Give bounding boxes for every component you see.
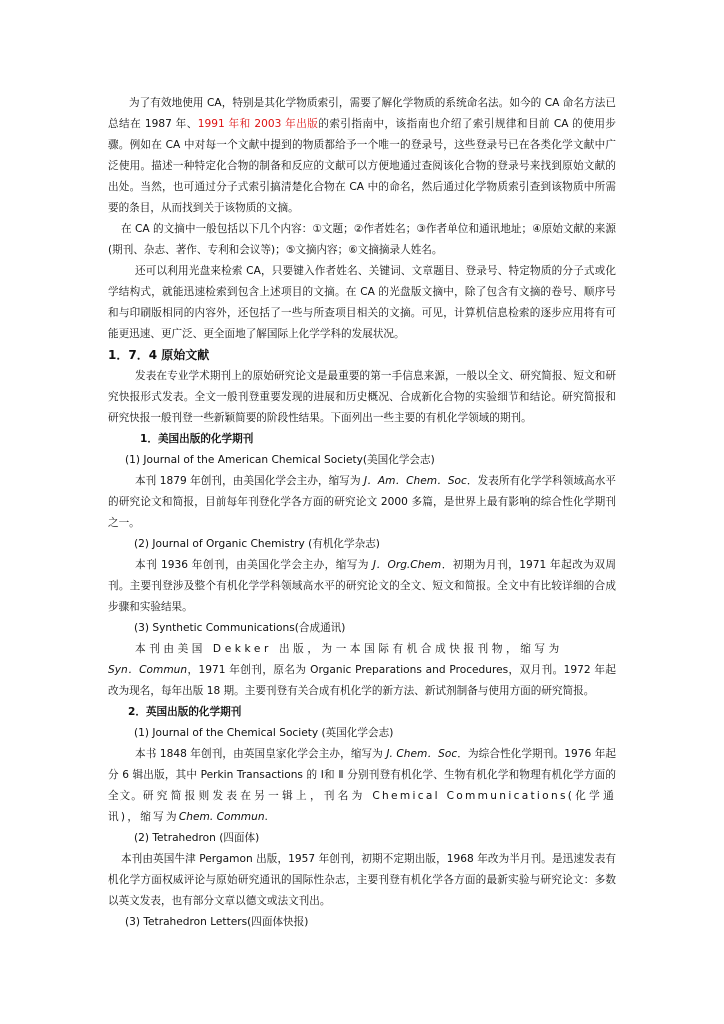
journal-desc-jacs [108,471,616,534]
paragraph-ca-cdrom: 还可以利用光盘来检索 CA，只要键入作者姓名、关键词、文章题目、登录号、特定物质的分子式或化学结构式，就能迅速检索到包含上述项目的文摘。在 CA 的光盘版文摘中，除了包含有文摘的卷号、顺序号和与印刷版相同的内容外，还包括了一些与所查项目相关的文摘。可见，计算机信息检索的逐步应用将有可能更迅速、更广泛、更全面地了解国际上化学学科的发展状况。 [108,265,616,340]
text-span: 本刊 1936 年创刊，由美国化学会主办，缩写为 [135,559,373,571]
document-page [108,93,616,933]
text-span: . [264,811,268,823]
section-title: 1．7．4 原始文献 [108,348,210,362]
text-span: 本书 1848 年创刊，由英国皇家化学会主办，缩写为 [135,748,387,760]
heading-uk-journals: 2．英国出版的化学期刊 [128,706,242,718]
journal-desc-syncommun [108,660,616,702]
heading-us-journals: 1．美国出版的化学期刊 [140,433,254,445]
paragraph-original-literature: 发表在专业学术期刊上的原始研究论文是最重要的第一手信息来源，一般以全文、研究简报、短文和研究快报形式发表。全文一般刊登重要发现的进展和历史概况、合成新化合物的实验细节和结论。研究简报和研究快报一般刊登一些新颖简要的阶段性结果。下面列出一些主要的有机化学领域的期刊。 [108,370,616,424]
text-span: 的索引指南中，该指南也介绍了索引规律和目前 CA 的使用步骤。例如在 CA 中对每一个文献中提到的物质都给予一个唯一的登录号，这些登录号已在各类化学文献中广泛使用。描述一种特定化合物的制备和反应的文献可以方便地通过查阅该化合物的登录号来找到原始文献的出处。当然，也可通过分子式索引搞清楚化合物在 CA 中的命名，然后通过化学物质索引查到该物质中所需要的条目，从而找到关于该物质的文摘。 [108,118,616,214]
journal-desc-syncommun-line1: 本刊由美国 Dekker 出版，为一本国际有机合成快报刊物，缩写为 [135,643,563,655]
journal-title-tetrahedron-letters: (3) Tetrahedron Letters(四面体快报) [125,916,309,928]
journal-title-tetrahedron: (2) Tetrahedron (四面体) [134,832,260,844]
text-span: 为了有效地使用 CA，特别是其化学物质索引，需要了解化学物质的系统命名法。如今的 CA 命名方法已总结在 1987 年、 [108,97,616,130]
journal-title-jacs: (1) Journal of the American Chemical Society(美国化学会志) [125,454,435,466]
paragraph-ca-abstract-contents: 在 CA 的文摘中一般包括以下几个内容：①文题；②作者姓名；③作者单位和通讯地址；④原始文献的来源(期刊、杂志、著作、专利和会议等)；⑤文摘内容；⑥文摘摘录人姓名。 [108,223,616,256]
journal-abbreviation: J．Org.Chem [372,559,442,571]
journal-desc-tetrahedron: 本刊由英国牛津 Pergamon 出版，1957 年创刊，初期不定期出版，1968 年改为半月刊。是迅速发表有机化学方面权威评论与原始研究通讯的国际性杂志，主要刊登有机化学各方面的最新实验与研究论文：多数以英文发表，也有部分文章以德文或法文刊出。 [108,853,616,907]
journal-title-jcs: (1) Journal of the Chemical Society (英国化学会志) [134,727,394,739]
text-span: ，1971 年创刊，原名为 Organic Preparations and Procedures，双月刊。1972 年起改为现名，每年出版 18 期。主要刊登有关合成有机化学的新方法、新试剂制备与使用方面的研究简报。 [108,664,616,697]
paragraph-ca-nomenclature [108,93,616,219]
journal-abbreviation: J．Am．Chem．Soc [364,475,467,487]
highlighted-red-text: 1991 年和 2003 年出版 [197,118,319,130]
text-span: ．初期为月刊，1971 年起改为双周刊。主要刊登涉及整个有机化学学科领域高水平的研究论文的全文、短文和简报。全文中有比较详细的合成步骤和实验结果。 [108,559,617,613]
text-span: 本刊 1879 年创刊，由美国化学会主办，缩写为 [135,475,365,487]
text-span: ．发表所有化学学科领域高水平的研究论文和简报，目前每年刊登化学各方面的研究论文 2000 多篇，是世界上最有影响的综合性化学期刊之一。 [108,475,617,529]
text-span: ．为综合性化学期刊。1976 年起分 6 辑出版，其中 Perkin Transactions 的 Ⅰ和 Ⅱ 分别刊登有机化学、生物有机化学和物理有机化学方面的全文。 [108,748,617,802]
journal-desc-jcs [108,744,616,828]
text-span: 研究简报则发表在另一辑上，刊名为 Chemical Communications(化学通讯)，缩写为 [108,790,616,823]
journal-abbreviation: J. Chem．Soc [386,748,458,760]
journal-title-syncommun: (3) Synthetic Communications(合成通讯) [134,622,346,634]
journal-desc-joc [108,555,616,618]
journal-abbreviation: Syn．Commun [108,664,188,676]
journal-abbreviation: Chem. Commun [178,811,265,823]
journal-title-joc: (2) Journal of Organic Chemistry (有机化学杂志) [134,538,380,550]
